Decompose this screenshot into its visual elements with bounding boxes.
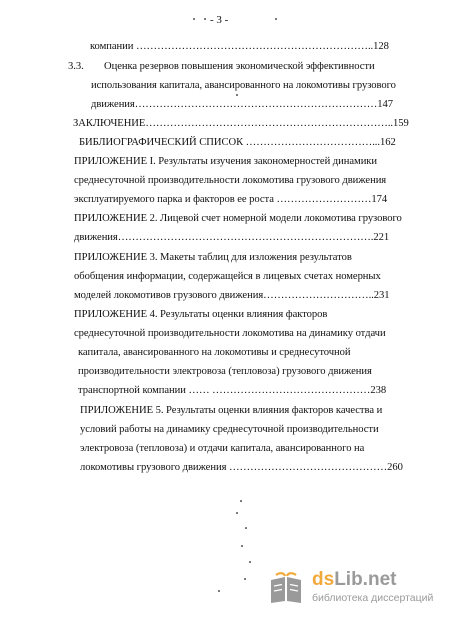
- toc-line-4: движения……………………………………………………………147: [91, 99, 394, 110]
- watermark-tagline: библиотека диссертаций: [312, 592, 434, 604]
- watermark-brand-lib: Lib.net: [334, 569, 397, 590]
- toc-line-15: ПРИЛОЖЕНИЕ 4. Результаты оценки влияния факторов: [74, 309, 328, 320]
- toc-line-2: Оценка резервов повышения экономической эффективности: [104, 61, 375, 72]
- toc-line-9: эксплуатируемого парка и факторов ее роста ………………………174: [74, 194, 388, 205]
- scan-speck: [241, 545, 243, 547]
- scan-speck: [193, 18, 195, 20]
- scan-speck: [236, 512, 238, 514]
- toc-line-5: ЗАКЛЮЧЕНИЕ……………………………………………………………..159: [73, 118, 409, 129]
- scan-speck: [244, 578, 246, 580]
- scan-speck: [249, 561, 251, 563]
- dslib-watermark: [268, 569, 438, 609]
- toc-line-8: среднесуточной производительности локомотива грузового движения: [74, 175, 387, 186]
- watermark-brand-ds: ds: [312, 569, 335, 590]
- toc-line-3: использования капитала, авансированного на локомотивы грузового: [91, 80, 396, 91]
- scan-speck: [218, 590, 220, 592]
- toc-line-21: условий работы на динамику среднесуточной производительности: [80, 424, 379, 435]
- toc-line-1: компании …………………………………………………………..128: [90, 41, 389, 52]
- toc-section-number: 3.3.: [68, 61, 84, 72]
- toc-line-11: движения……………………………………………………………….221: [74, 232, 390, 243]
- toc-line-6: БИБЛИОГРАФИЧЕСКИЙ СПИСОК ………………………………...162: [79, 137, 396, 148]
- toc-line-16: среднесуточной производительности локомотива на динамику отдачи: [74, 328, 386, 339]
- watermark-brand: [312, 569, 396, 591]
- toc-line-7: ПРИЛОЖЕНИЕ I. Результаты изучения закономерностей динамики: [74, 156, 378, 167]
- page-number: - 3 -: [210, 14, 229, 26]
- scan-speck: [236, 94, 238, 96]
- open-book-icon: [268, 571, 304, 605]
- toc-line-14: моделей локомотивов грузового движения…………………………..231: [74, 290, 390, 301]
- toc-line-20: ПРИЛОЖЕНИЕ 5. Результаты оценки влияния факторов качества и: [80, 405, 383, 416]
- toc-line-22: электровоза (тепловоза) и отдачи капитала, авансированного на: [80, 443, 365, 454]
- scan-speck: [204, 18, 206, 20]
- scan-speck: [275, 18, 277, 20]
- toc-line-23: локомотивы грузового движения ………………………………………260: [80, 462, 403, 473]
- toc-line-19: транспортной компании …… ………………………………………238: [78, 385, 387, 396]
- scan-speck: [240, 500, 242, 502]
- toc-line-10: ПРИЛОЖЕНИЕ 2. Лицевой счет номерной модели локомотива грузового: [74, 213, 402, 224]
- toc-line-17: капитала, авансированного на локомотивы и среднесуточной: [78, 347, 351, 358]
- toc-line-18: производительности электровоза (тепловоза) грузового движения: [78, 366, 372, 377]
- toc-line-13: обобщения информации, содержащейся в лицевых счетах номерных: [74, 271, 381, 282]
- scan-speck: [245, 527, 247, 529]
- toc-line-12: ПРИЛОЖЕНИЕ 3. Макеты таблиц для изложения результатов: [74, 252, 352, 263]
